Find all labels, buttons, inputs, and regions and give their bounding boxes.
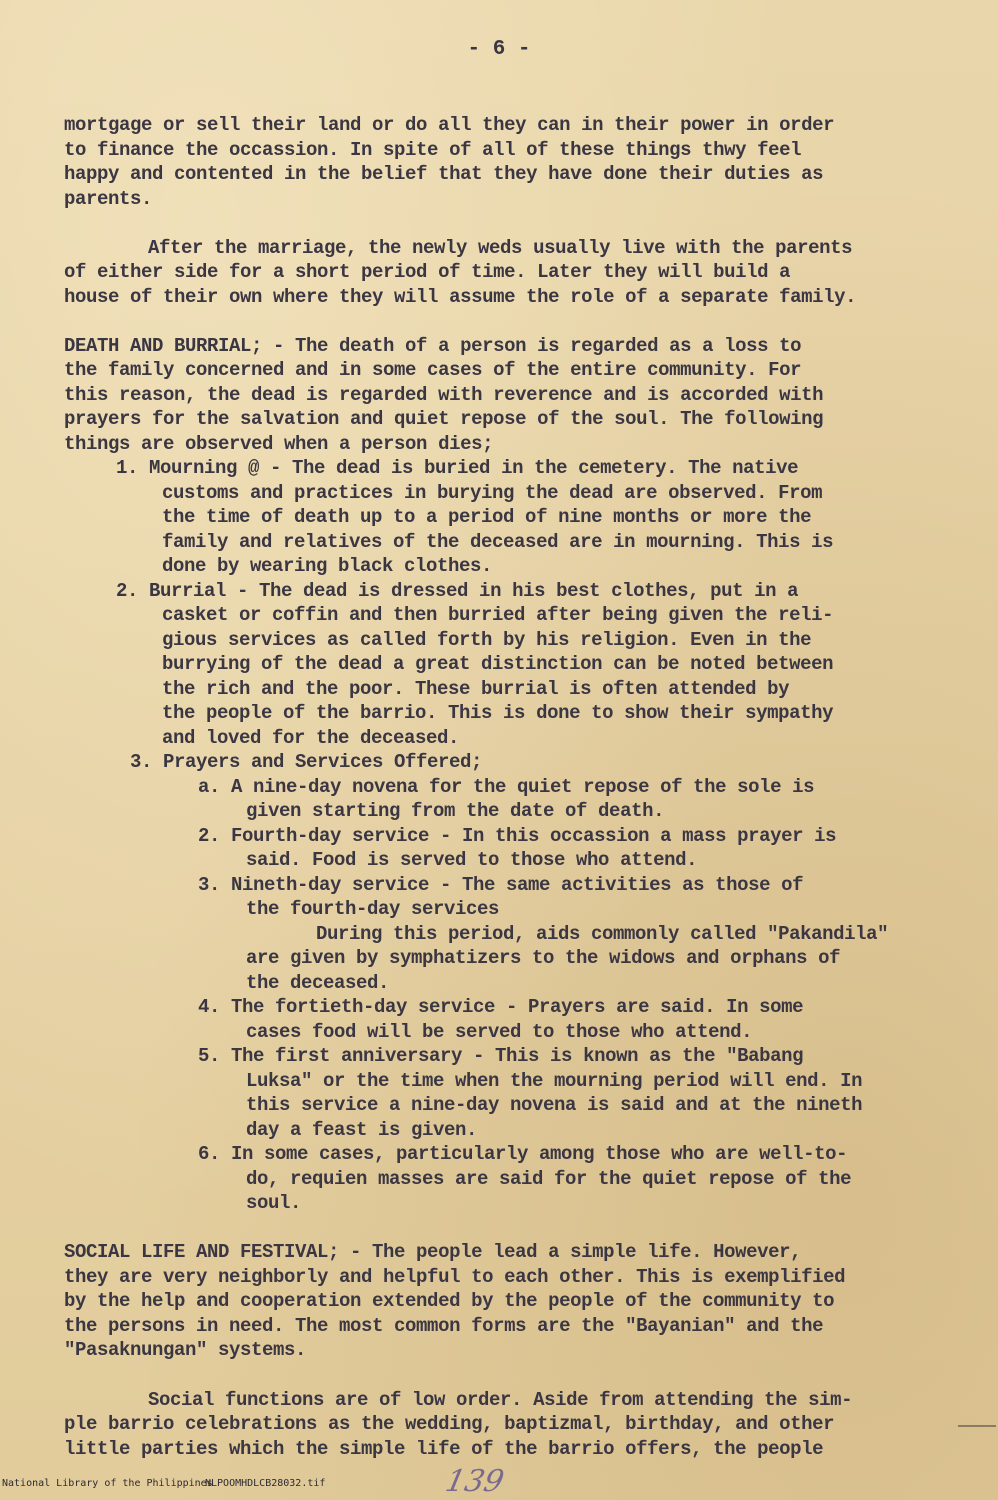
sub-list-item: 4. The fortieth-day service - Prayers are said. In some — [198, 996, 804, 1018]
text-line: and loved for the deceased. — [162, 727, 460, 749]
text-line: said. Food is served to those who attend. — [246, 849, 698, 871]
text-line: given starting from the date of death. — [246, 800, 665, 822]
list-item: 3. Prayers and Services Offered; — [130, 751, 483, 773]
sub-list-item: 3. Nineth-day service - The same activities as those of — [198, 874, 804, 896]
text-line: things are observed when a person dies; — [64, 433, 494, 455]
text-line: to finance the occassion. In spite of all of these things thwy feel — [64, 139, 802, 161]
sub-list-item: 5. The first anniversary - This is known as the "Babang — [198, 1045, 804, 1067]
handwritten-page-number: 139 — [442, 1464, 507, 1499]
text-line: customs and practices in burying the dead are observed. From — [162, 482, 823, 504]
margin-mark — [958, 1425, 996, 1427]
text-line: During this period, aids commonly called "Pakandila" — [316, 923, 889, 945]
text-line: done by wearing black clothes. — [162, 555, 493, 577]
page-number: - 6 - — [467, 38, 531, 61]
text-line: burrying of the dead a great distinction can be noted between — [162, 653, 834, 675]
text-line: of either side for a short period of time. Later they will build a — [64, 261, 791, 283]
text-line: the deceased. — [246, 972, 390, 994]
text-line: prayers for the salvation and quiet repose of the soul. The following — [64, 408, 824, 430]
text-line: ple barrio celebrations as the wedding, baptizmal, birthday, and other — [64, 1413, 835, 1435]
text-line: the time of death up to a period of nine months or more the — [162, 506, 812, 528]
text-line: the rich and the poor. These burrial is often attended by — [162, 678, 790, 700]
text-line: mortgage or sell their land or do all they can in their power in order — [64, 114, 835, 136]
text-line: "Pasaknungan" systems. — [64, 1339, 307, 1361]
text-line: they are very neighborly and helpful to each other. This is exemplified — [64, 1266, 846, 1288]
text-line: After the marriage, the newly weds usually live with the parents — [148, 237, 853, 259]
text-line: house of their own where they will assume the role of a separate family. — [64, 286, 857, 308]
text-line: the family concerned and in some cases of the entire community. For — [64, 359, 802, 381]
sub-list-item: 2. Fourth-day service - In this occassion a mass prayer is — [198, 825, 837, 847]
section-heading-death: DEATH AND BURRIAL; - The death of a person is regarded as a loss to — [64, 335, 802, 357]
sub-list-item: 6. In some cases, particularly among those who are well-to- — [198, 1143, 848, 1165]
text-line: gious services as called forth by his religion. Even in the — [162, 629, 812, 651]
text-line: by the help and cooperation extended by the people of the community to — [64, 1290, 835, 1312]
list-item: 2. Burrial - The dead is dressed in his best clothes, put in a — [116, 580, 799, 602]
text-line: this service a nine-day novena is said and at the nineth — [246, 1094, 863, 1116]
footer-library: National Library of the Philippines — [2, 1478, 213, 1489]
text-line: Luksa" or the time when the mourning period will end. In — [246, 1070, 863, 1092]
text-line: cases food will be served to those who attend. — [246, 1021, 753, 1043]
sub-list-item: a. A nine-day novena for the quiet repose of the sole is — [198, 776, 815, 798]
text-line: the fourth-day services — [246, 898, 500, 920]
text-line: Social functions are of low order. Aside from attending the sim- — [148, 1389, 853, 1411]
text-line: casket or coffin and then burried after being given the reli- — [162, 604, 834, 626]
text-line: day a feast is given. — [246, 1119, 478, 1141]
section-heading-social: SOCIAL LIFE AND FESTIVAL; - The people lead a simple life. However, — [64, 1241, 802, 1263]
text-line: this reason, the dead is regarded with reverence and is accorded with — [64, 384, 824, 406]
text-line: the persons in need. The most common forms are the "Bayanian" and the — [64, 1315, 824, 1337]
footer-filename: NLPOOMHDLCB28032.tif — [205, 1478, 326, 1489]
text-line: little parties which the simple life of the barrio offers, the people — [64, 1438, 824, 1460]
text-line: are given by symphatizers to the widows and orphans of — [246, 947, 841, 969]
text-line: happy and contented in the belief that they have done their duties as — [64, 163, 824, 185]
text-line: soul. — [246, 1192, 302, 1214]
text-line: the people of the barrio. This is done to show their sympathy — [162, 702, 834, 724]
text-line: family and relatives of the deceased are in mourning. This is — [162, 531, 834, 553]
list-item: 1. Mourning @ - The dead is buried in the cemetery. The native — [116, 457, 799, 479]
text-line: parents. — [64, 188, 153, 210]
text-line: do, requien masses are said for the quiet repose of the — [246, 1168, 852, 1190]
